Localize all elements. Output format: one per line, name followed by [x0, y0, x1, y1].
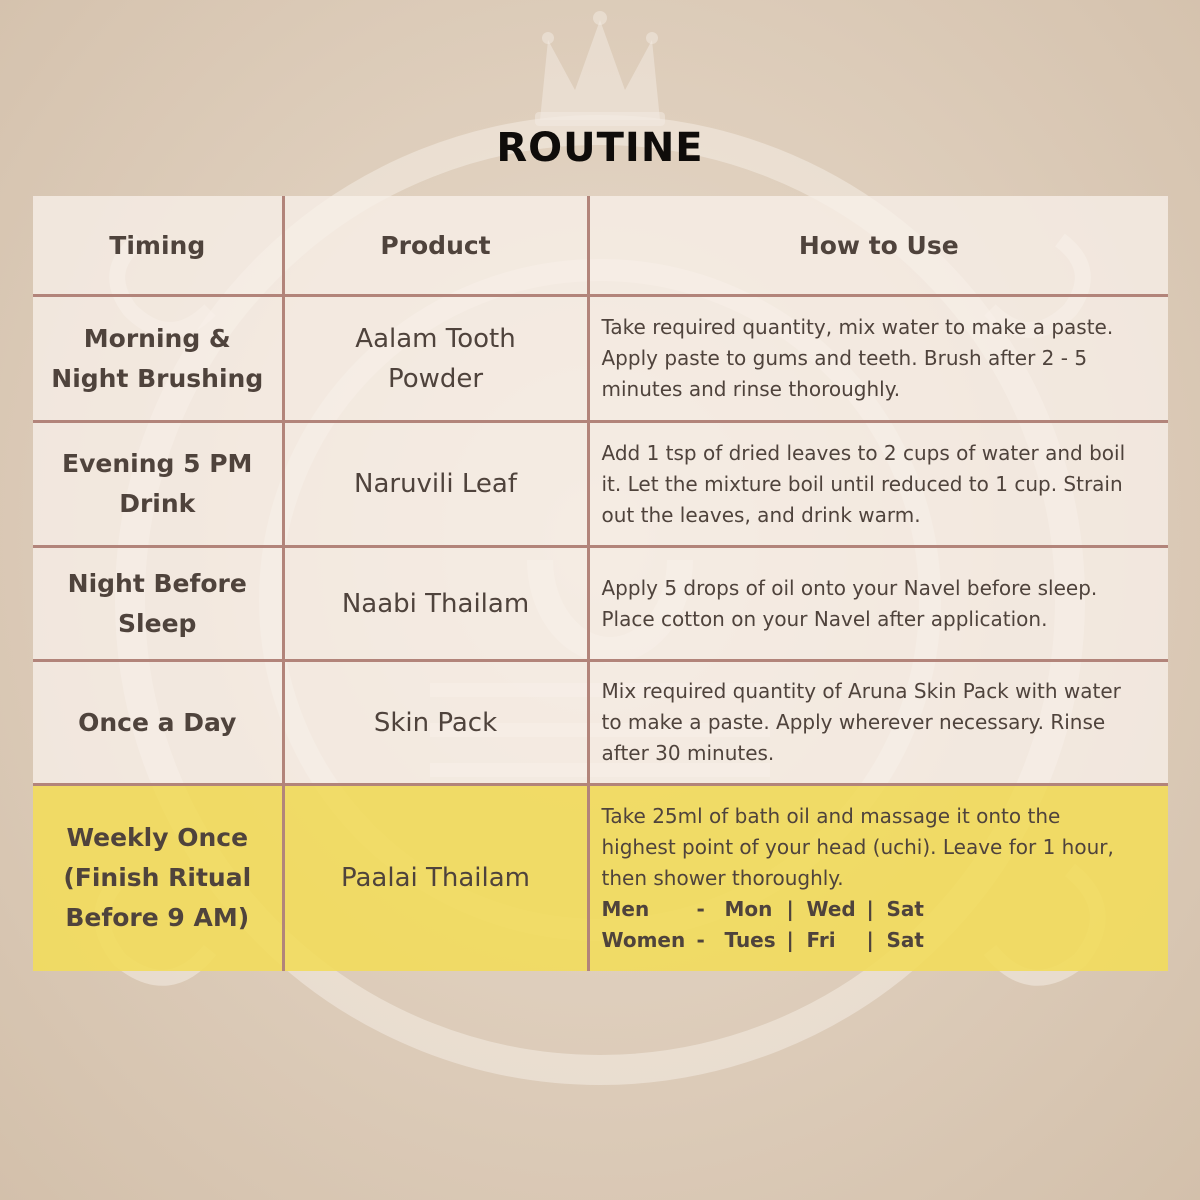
table-row	[33, 422, 1168, 547]
column-header-how-to-use: How to Use	[588, 196, 1168, 296]
timing-cell: Night Before Sleep	[33, 547, 283, 661]
product-cell: Skin Pack	[283, 661, 588, 785]
product-cell: Naruvili Leaf	[283, 422, 588, 547]
how-to-use-cell: Mix required quantity of Aruna Skin Pack with water to make a paste. Apply wherever necessary. Rinse after 30 minutes.	[588, 661, 1168, 785]
timing-cell: Evening 5 PM Drink	[33, 422, 283, 547]
product-cell: Paalai Thailam	[283, 785, 588, 971]
table-row	[33, 661, 1168, 785]
column-header-product: Product	[283, 196, 588, 296]
product-cell: Naabi Thailam	[283, 547, 588, 661]
table-row-highlighted	[33, 785, 1168, 971]
how-to-use-cell: Take required quantity, mix water to make a paste. Apply paste to gums and teeth. Brush after 2 - 5 minutes and rinse thoroughly.	[588, 296, 1168, 422]
schedule-men: Men - Mon | Wed | Sat	[601, 896, 924, 921]
timing-cell: Morning & Night Brushing	[33, 296, 283, 422]
how-to-use-cell: Apply 5 drops of oil onto your Navel before sleep. Place cotton on your Navel after application.	[588, 547, 1168, 661]
timing-cell: Weekly Once (Finish Ritual Before 9 AM)	[33, 785, 283, 971]
how-to-use-cell: Take 25ml of bath oil and massage it onto the highest point of your head (uchi). Leave for 1 hour, then shower thoroughly. Men - Mon | Wed | Sat Women - Tues | Fri | Sat	[588, 785, 1168, 971]
table-header-row	[33, 196, 1168, 296]
schedule-women: Women - Tues | Fri | Sat	[601, 927, 924, 952]
routine-table	[33, 196, 1168, 971]
how-to-use-cell: Add 1 tsp of dried leaves to 2 cups of water and boil it. Let the mixture boil until reduced to 1 cup. Strain out the leaves, and drink warm.	[588, 422, 1168, 547]
timing-cell: Once a Day	[33, 661, 283, 785]
table-row	[33, 296, 1168, 422]
page-title: ROUTINE	[496, 125, 704, 171]
table-row	[33, 547, 1168, 661]
product-cell: Aalam Tooth Powder	[283, 296, 588, 422]
column-header-timing: Timing	[33, 196, 283, 296]
